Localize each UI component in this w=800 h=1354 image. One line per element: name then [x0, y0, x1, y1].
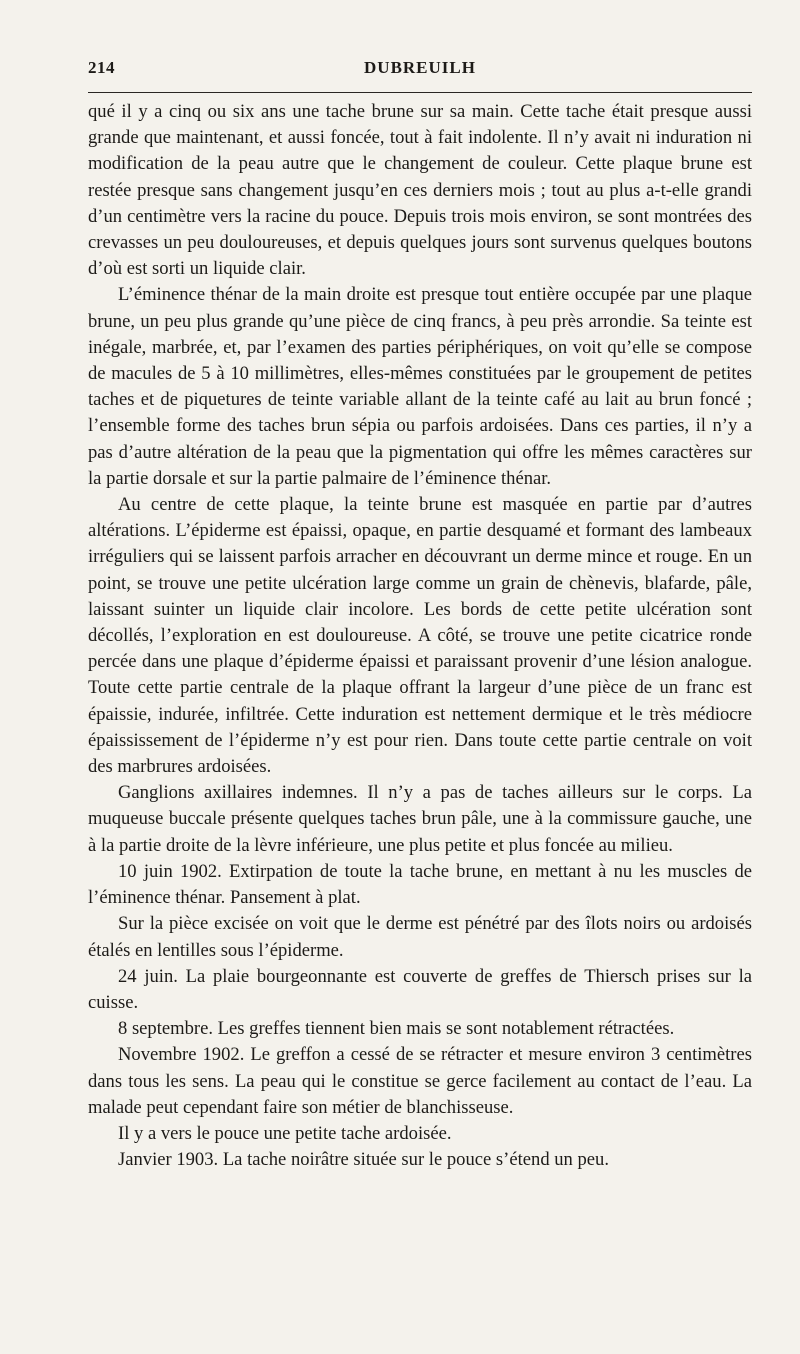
header-rule: [88, 92, 752, 93]
running-head: [88, 52, 752, 84]
paragraph: Novembre 1902. Le greffon a cessé de se rétracter et mesure environ 3 centimètres dans tous les sens. La peau qui le constitue se gerce facilement au contact de l’eau. La malade peut cependant faire son métier de blanchisseuse.: [88, 1044, 752, 1118]
paragraph: Il y a vers le pouce une petite tache ardoisée.: [118, 1122, 452, 1144]
body-text: [88, 99, 752, 1173]
paragraph: L’éminence thénar de la main droite est presque tout entière occupée par une plaque brune, un peu plus grande qu’une pièce de cinq francs, à peu près arrondie. Sa teinte est inégale, marbrée, et, par l’examen des parties périphériques, on voit qu’elle se compose de macules de 5 à 10 millimètres, elles-mêmes constituées par le groupement de petites taches et de piquetures de teinte variable allant de la teinte café au lait au brun foncé ; l’ensemble forme des taches brun sépia ou parfois ardoisées. Dans ces parties, il n’y a pas d’autre altération de la peau que la pigmentation qui offre les mêmes caractères sur la partie dorsale et sur la partie palmaire de l’éminence thénar.: [88, 284, 752, 489]
paragraph: Ganglions axillaires indemnes. Il n’y a pas de taches ailleurs sur le corps. La muqueuse buccale présente quelques taches brun pâle, une à la commissure gauche, une à la partie droite de la lèvre inférieure, une plus petite et plus foncée au milieu.: [88, 782, 752, 856]
paragraph: 8 septembre. Les greffes tiennent bien mais se sont notablement rétractées.: [118, 1018, 675, 1040]
paragraph: 24 juin. La plaie bourgeonnante est couverte de greffes de Thiersch prises sur la cuisse.: [88, 965, 752, 1013]
paragraph: Sur la pièce excisée on voit que le derme est pénétré par des îlots noirs ou ardoisés étalés en lentilles sous l’épiderme.: [88, 913, 752, 961]
page-number: 214: [88, 58, 115, 77]
paragraph: Au centre de cette plaque, la teinte brune est masquée en partie par d’autres altérations. L’épiderme est épaissi, opaque, en partie desquamé et formant des lambeaux irréguliers qui se laissent parfois arracher en découvrant un derme mince et rouge. En un point, se trouve une petite ulcération large comme un grain de chènevis, blafarde, pâle, laissant suinter un liquide clair incolore. Les bords de cette petite ulcération sont décollés, l’exploration en est douloureuse. A côté, se trouve une petite cicatrice ronde percée dans une plaque d’épiderme épaissi et paraissant provenir d’une lésion analogue. Toute cette partie centrale de la plaque offrant la largeur d’une pièce de un franc est épaissie, indurée, infiltrée. Cette induration est nettement dermique et le très médiocre épaississement de l’épiderme n’y est pour rien. Dans toute cette partie centrale on voit des marbrures ardoisées.: [88, 494, 752, 778]
book-page: [88, 52, 752, 1173]
paragraph: 10 juin 1902. Extirpation de toute la tache brune, en mettant à nu les muscles de l’éminence thénar. Pansement à plat.: [88, 860, 752, 909]
paragraph: qué il y a cinq ou six ans une tache brune sur sa main. Cette tache était presque aussi grande que maintenant, et aussi foncée, tout à fait indolente. Il n’y avait ni induration ni modification de la peau autre que le changement de couleur. Cette plaque brune est restée presque sans changement jusqu’en ces derniers mois ; tout au plus a-t-elle grandi d’un centimètre vers la racine du pouce. Depuis trois mois environ, se sont montrées des crevasses un peu douloureuses, et depuis quelques jours sont survenus quelques boutons d’où est sorti un liquide clair.: [88, 101, 752, 280]
paragraph: Janvier 1903. La tache noirâtre située sur le pouce s’étend un peu.: [118, 1149, 610, 1171]
running-title: DUBREUILH: [364, 58, 476, 77]
